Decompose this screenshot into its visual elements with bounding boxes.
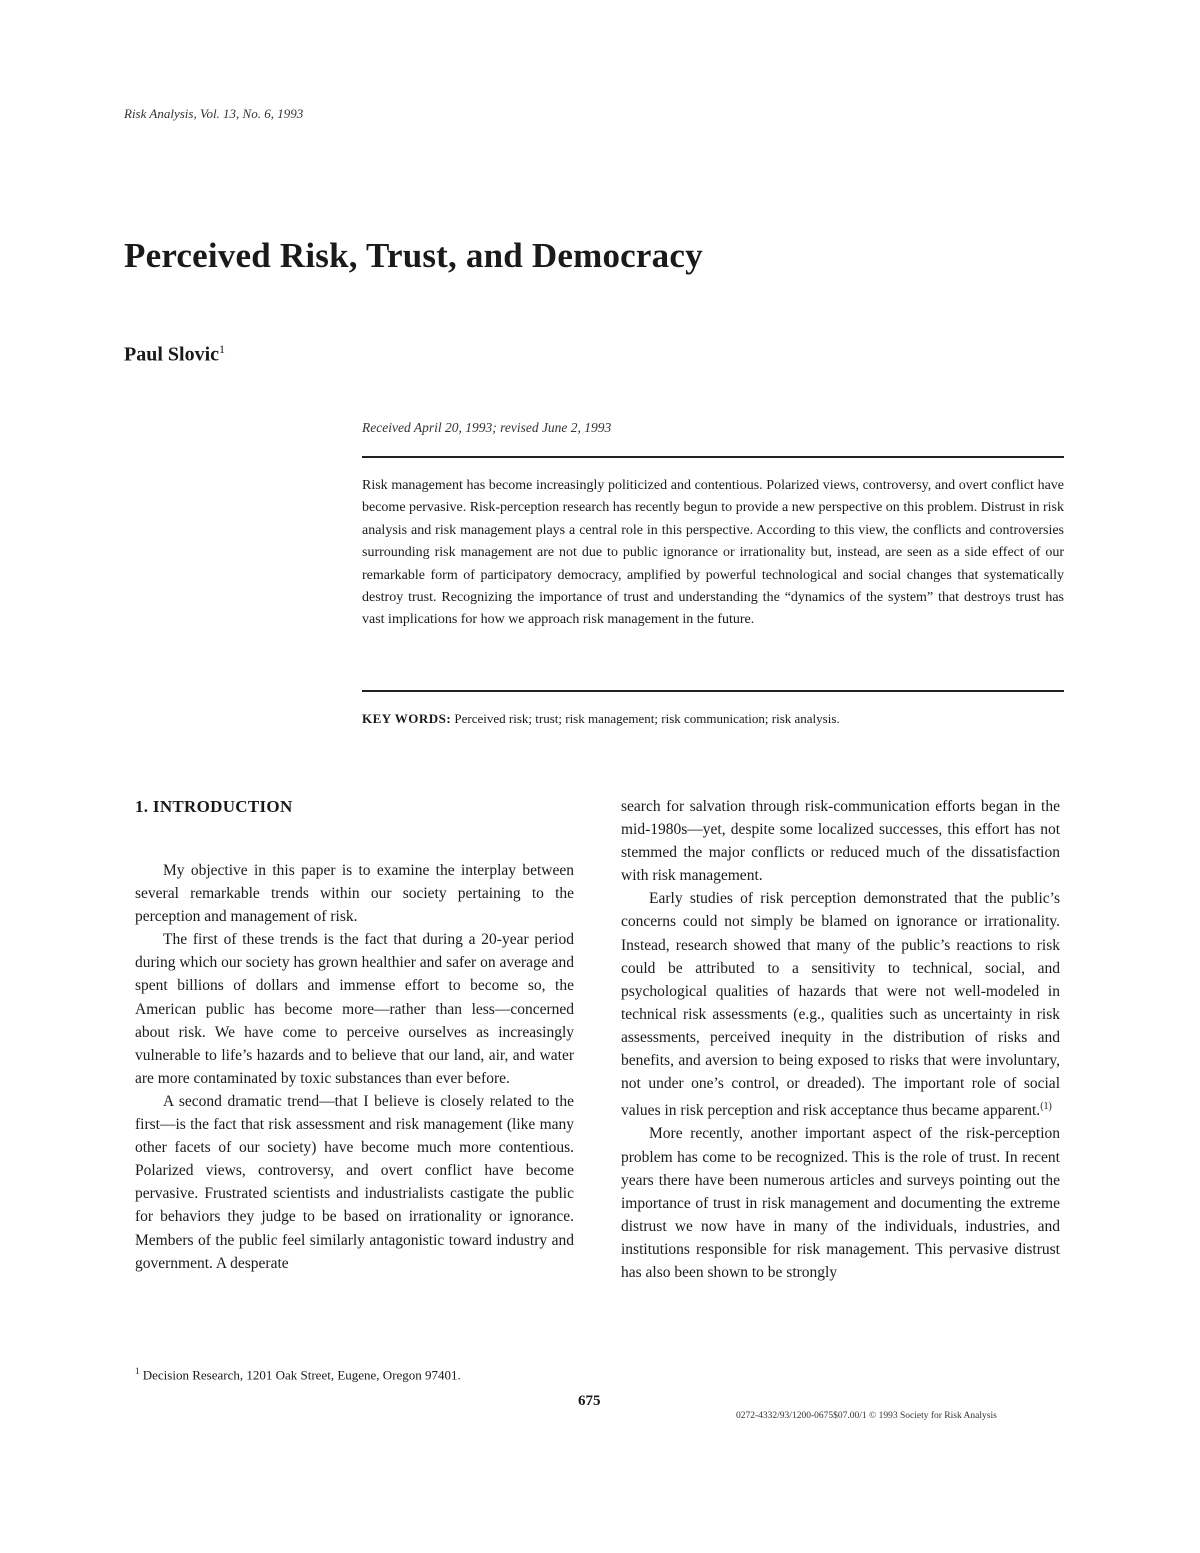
body-paragraph: The first of these trends is the fact that during a 20-year period during which our society has grown healthier and safer on average and spent billions of dollars and immense effort to become so, the American public has become more—rather than less—concerned about risk. We have come to perceive ourselves as increasingly vulnerable to life’s hazards and to believe that our land, air, and water are more contaminated by toxic substances than ever before. — [135, 931, 574, 1087]
keywords — [362, 711, 1064, 727]
abstract: Risk management has become increasingly politicized and contentious. Polarized views, controversy, and overt conflict have become pervasive. Risk-perception research has recently begun to provide a new perspective on this problem. Distrust in risk analysis and risk management plays a central role in this perspective. According to this view, the conflicts and controversies surrounding risk management are not due to public ignorance or irrationality but, instead, are seen as a side effect of our remarkable form of participatory democracy, amplified by powerful technological and social changes that systematically destroy trust. Recognizing the importance of trust and understanding the “dynamics of the system” that destroys trust has vast implications for how we approach risk management in the future. — [362, 478, 1064, 628]
body-paragraph: search for salvation through risk-communication efforts began in the mid-1980s—yet, despite some localized successes, this effort has not stemmed the major conflicts or reduced much of the dissatisfaction with risk management. — [621, 798, 1060, 885]
article-title: Perceived Risk, Trust, and Democracy — [124, 236, 703, 275]
abstract-top-rule — [362, 456, 1064, 458]
citation-mark: (1) — [1040, 1101, 1052, 1113]
body-paragraph: A second dramatic trend—that I believe is closely related to the first—is the fact that risk assessment and risk management (like many other facets of our society) have become much more contentious. Polarized views, controversy, and overt conflict have become pervasive. Frustrated scientists and industrialists castigate the public for behaviors they judge to be based on irrationality or ignorance. Members of the public feel similarly antagonistic toward industry and government. A desperate — [135, 1092, 574, 1272]
received-dates: Received April 20, 1993; revised June 2, 1993 — [362, 420, 612, 435]
section-heading: 1. INTRODUCTION — [135, 797, 293, 816]
author-name-text: Paul Slovic — [124, 343, 220, 366]
author-footnote-mark: 1 — [219, 342, 226, 356]
footnote-mark: 1 — [135, 1366, 140, 1376]
page-number: 675 — [578, 1393, 601, 1409]
body-paragraph — [621, 887, 1060, 1122]
body-paragraph: My objective in this paper is to examine the interplay between several remarkable trends within our society pertaining to the perception and management of risk. — [135, 862, 574, 926]
body-paragraph: More recently, another important aspect of the risk-perception problem has come to be recognized. This is the role of trust. In recent years there have been numerous articles and surveys pointing out the importance of trust in risk management and documenting the extreme distrust we now have in many of the individuals, industries, and institutions responsible for risk management. This pervasive distrust has also been shown to be strongly — [621, 1125, 1060, 1282]
footnote-text: Decision Research, 1201 Oak Street, Eugene, Oregon 97401. — [142, 1367, 461, 1383]
left-column — [135, 795, 574, 1275]
paragraph-text: Early studies of risk perception demonstrated that the public’s concerns could not simply be blamed on ignorance or irrationality. Instead, research showed that many of the public’s reactions to risk could be attributed to a sensitivity to technical, social, and psychological qualities of hazards that were not well-modeled in technical risk assessments (e.g., qualities such as uncertainty in risk assessments, perceived inequity in the distribution of risks and benefits, and aversion to being exposed to risks that were involuntary, not under one’s control, or dreaded). The important role of social values in risk perception and risk acceptance thus became apparent. — [621, 890, 1060, 1120]
keywords-list: Perceived risk; trust; risk management; risk communication; risk analysis. — [454, 711, 840, 726]
right-column — [621, 795, 1060, 1284]
abstract-bottom-rule — [362, 690, 1064, 692]
keywords-label: KEY WORDS: — [362, 711, 452, 726]
copyright-line: 0272-4332/93/1200-0675$07.00/1 © 1993 Society for Risk Analysis — [736, 1411, 997, 1421]
author-name — [124, 342, 225, 367]
footnote — [135, 1366, 574, 1383]
journal-citation: Risk Analysis, Vol. 13, No. 6, 1993 — [124, 106, 304, 121]
